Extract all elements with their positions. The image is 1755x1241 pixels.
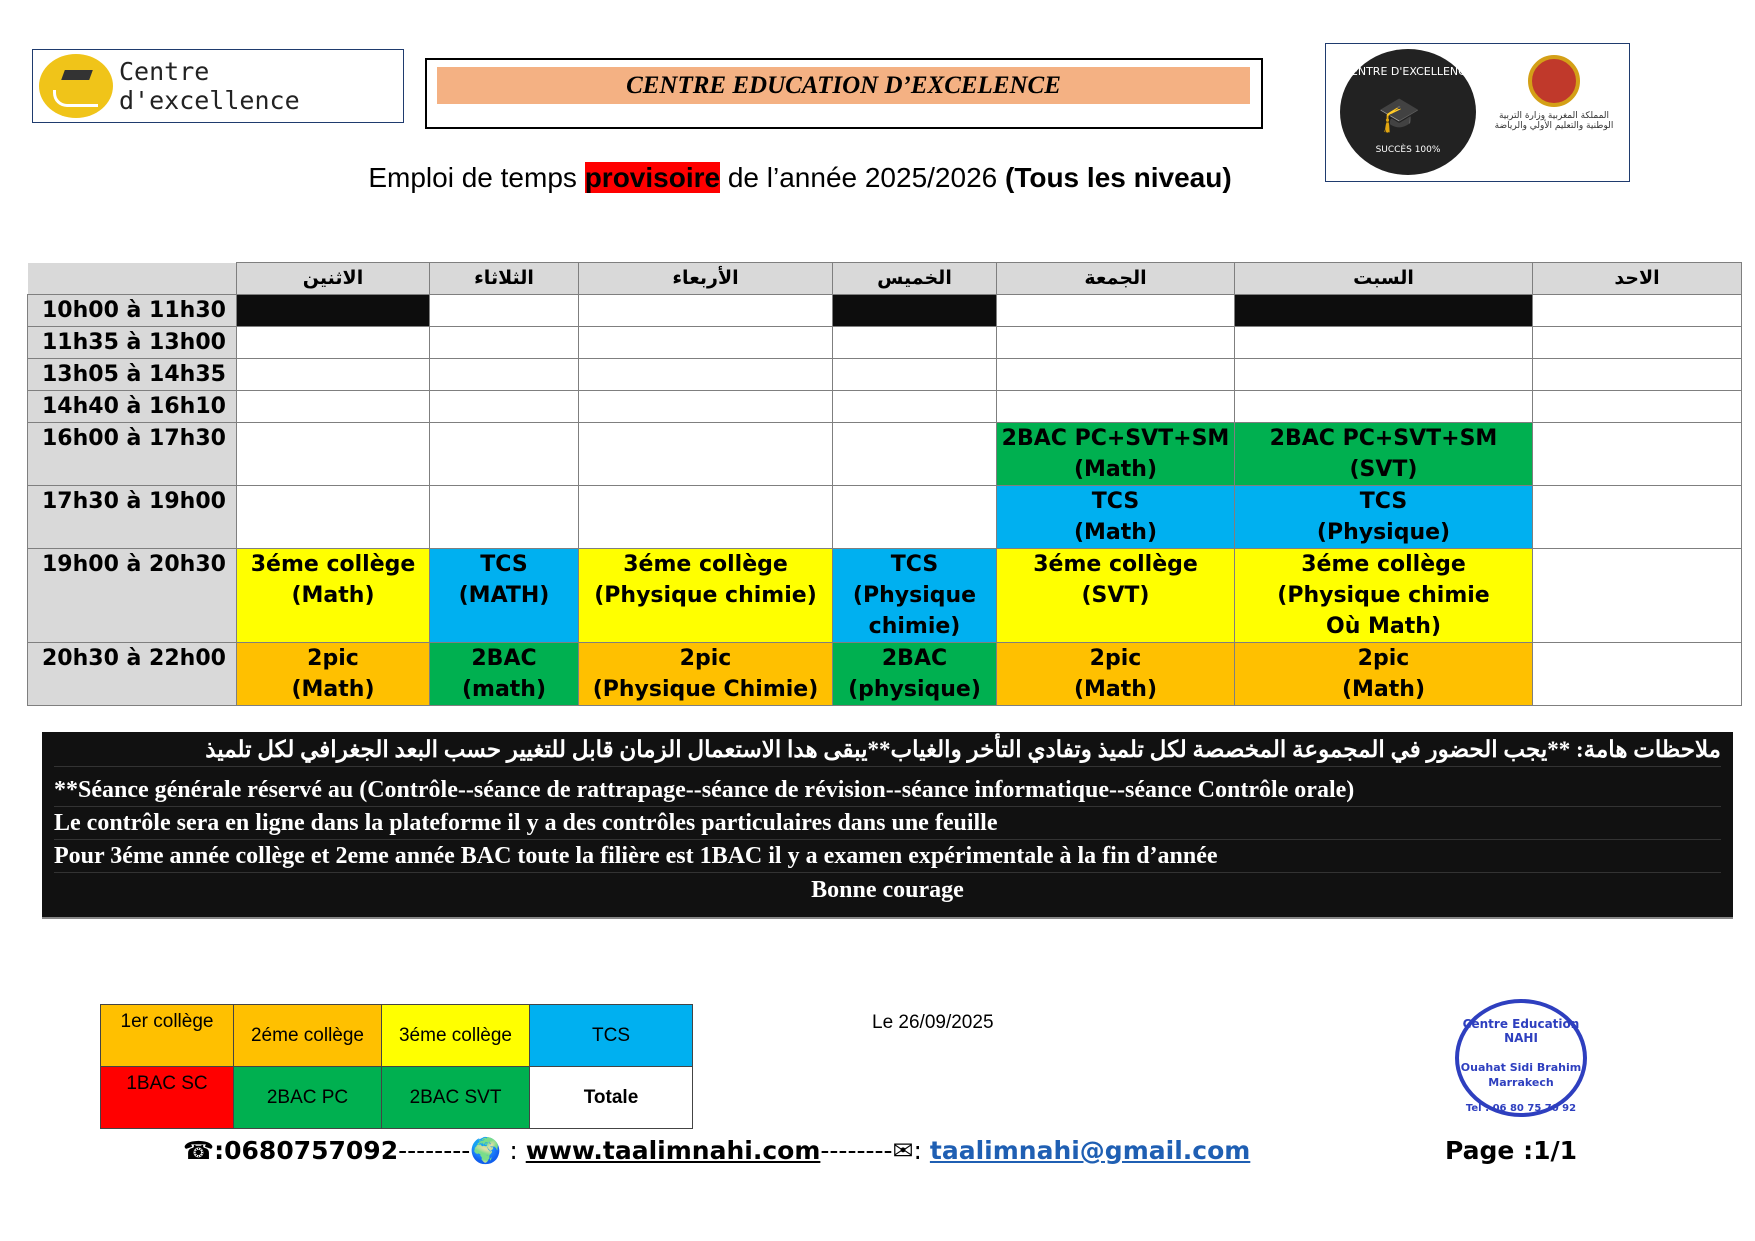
subtitle-scope: (Tous les niveau) xyxy=(1005,162,1232,193)
empty-cell xyxy=(997,327,1235,359)
legend-item: 1er collège xyxy=(101,1005,234,1067)
empty-cell xyxy=(579,359,833,391)
ministry-logo xyxy=(1492,49,1616,164)
email-link[interactable]: taalimnahi@gmail.com xyxy=(929,1136,1251,1165)
contact-footer xyxy=(183,1131,1603,1171)
class-level: 2BAC PC+SVT+SM xyxy=(1269,426,1498,451)
class-cell xyxy=(1235,643,1533,706)
class-level: TCS xyxy=(1359,489,1408,514)
class-level: 2BAC PC+SVT+SM xyxy=(1001,426,1230,451)
empty-cell xyxy=(430,327,579,359)
class-subject: (Math) xyxy=(1073,457,1158,482)
separator: -------- xyxy=(820,1136,893,1165)
time-row xyxy=(28,486,1742,549)
empty-cell xyxy=(579,391,833,423)
empty-cell xyxy=(1533,327,1742,359)
empty-cell xyxy=(997,391,1235,423)
legend-item: 2BAC SVT xyxy=(382,1067,530,1129)
badge-subtitle: SUCCÈS 100% xyxy=(1375,145,1441,155)
time-row xyxy=(28,643,1742,706)
class-subject: (Physique Chimie) xyxy=(592,677,819,702)
phone-number[interactable]: :0680757092 xyxy=(214,1136,399,1165)
day-header: الاحد xyxy=(1533,263,1742,295)
class-cell xyxy=(579,643,833,706)
empty-cell xyxy=(997,295,1235,327)
blocked-cell xyxy=(1235,295,1533,327)
stamp-address: Ouahat Sidi Brahim xyxy=(1460,1061,1582,1074)
class-level: 2BAC xyxy=(471,646,537,671)
note-arabic: ملاحظات هامة: **يجب الحضور في المجموعة المخصصة لكل تلميذ وتفادي التأخر والغياب**يبقى هدا الاستعمال الزمان قابل للتغيير حسب البعد الجغرافي لكل تلميذ xyxy=(54,734,1721,767)
class-subject: (SVT) xyxy=(1349,457,1418,482)
empty-cell xyxy=(1235,327,1533,359)
legend-item: 2BAC PC xyxy=(234,1067,382,1129)
class-subject: (Math) xyxy=(291,677,375,702)
blocked-cell xyxy=(237,295,430,327)
time-row xyxy=(28,423,1742,486)
time-slot: 13h05 à 14h35 xyxy=(28,359,237,391)
class-subject: (Math) xyxy=(1073,520,1158,545)
time-slot: 16h00 à 17h30 xyxy=(28,423,237,486)
class-level: 3éme collège xyxy=(1033,552,1198,577)
empty-cell xyxy=(1533,423,1742,486)
class-cell xyxy=(237,549,430,643)
class-cell xyxy=(1235,486,1533,549)
time-row xyxy=(28,327,1742,359)
note-line: Pour 3éme année collège et 2eme année BAC toute la filière est 1BAC il y a examen expérimentale à la fin d’année xyxy=(54,840,1721,873)
time-row xyxy=(28,391,1742,423)
note-line: **Séance générale réservé au (Contrôle--séance de rattrapage--séance de révision--séance informatique--séance Contrôle orale) xyxy=(54,774,1721,807)
empty-cell xyxy=(430,295,579,327)
legend-item: TCS xyxy=(530,1005,693,1067)
day-header-row xyxy=(28,263,1742,295)
class-subject: (SVT) xyxy=(1081,583,1150,608)
class-level: 3éme collège xyxy=(623,552,788,577)
class-level: 2pic xyxy=(307,646,359,671)
empty-cell xyxy=(833,359,997,391)
empty-cell xyxy=(430,359,579,391)
empty-cell xyxy=(579,486,833,549)
empty-cell xyxy=(237,359,430,391)
timetable xyxy=(27,262,1742,706)
class-level: 2BAC xyxy=(881,646,948,671)
class-level: 2pic xyxy=(679,646,732,671)
empty-cell xyxy=(833,327,997,359)
subtitle-highlight: provisoire xyxy=(584,162,721,193)
empty-cell xyxy=(237,423,430,486)
class-subject-cont: chimie) xyxy=(868,614,961,639)
empty-cell xyxy=(430,423,579,486)
class-subject: (physique) xyxy=(848,677,981,702)
center-stamp xyxy=(1455,999,1587,1117)
globe-icon: 🌍 xyxy=(470,1136,502,1165)
empty-cell xyxy=(237,327,430,359)
empty-cell xyxy=(1533,359,1742,391)
time-row xyxy=(28,359,1742,391)
class-cell xyxy=(430,643,579,706)
class-level: 2pic xyxy=(1357,646,1410,671)
day-header: السبت xyxy=(1235,263,1533,295)
time-slot: 10h00 à 11h30 xyxy=(28,295,237,327)
subtitle-part1: Emploi de temps xyxy=(368,162,585,193)
time-row xyxy=(28,549,1742,643)
page-title: CENTRE EDUCATION D’EXCELENCE xyxy=(437,67,1250,104)
schedule-subtitle xyxy=(300,160,1300,196)
day-header: الأربعاء xyxy=(579,263,833,295)
class-level: 3éme collège xyxy=(1301,552,1466,577)
phone-icon: ☎ xyxy=(183,1136,215,1165)
time-row xyxy=(28,295,1742,327)
note-line: Le contrôle sera en ligne dans la plateforme il y a des contrôles particulaires dans une feuille xyxy=(54,807,1721,840)
class-subject: (MATH) xyxy=(458,583,550,608)
empty-cell xyxy=(579,295,833,327)
centre-logo xyxy=(32,49,404,123)
emblem-icon xyxy=(1528,55,1580,107)
separator: : xyxy=(501,1136,526,1165)
class-subject: (Physique xyxy=(852,583,977,608)
empty-cell xyxy=(1533,549,1742,643)
mail-icon: ✉ xyxy=(892,1136,914,1165)
class-cell xyxy=(997,423,1235,486)
legend-item: Totale xyxy=(530,1067,693,1129)
class-level: 2pic xyxy=(1089,646,1142,671)
ministry-text: المملكة المغربية وزارة التربية الوطنية والتعليم الأولي والرياضة xyxy=(1494,111,1614,131)
class-cell xyxy=(833,643,997,706)
legend-item: 1BAC SC xyxy=(101,1067,234,1129)
class-level: 3éme collège xyxy=(250,552,416,577)
empty-cell xyxy=(833,423,997,486)
class-cell xyxy=(579,549,833,643)
graduate-icon: 🎓 xyxy=(1378,95,1421,135)
class-level: TCS xyxy=(1091,489,1140,514)
empty-cell xyxy=(237,391,430,423)
empty-cell xyxy=(1235,391,1533,423)
notes-panel xyxy=(42,732,1733,919)
class-cell xyxy=(237,643,430,706)
separator: : xyxy=(913,1136,930,1165)
class-cell xyxy=(997,549,1235,643)
logo-text: Centre d'excellence xyxy=(119,57,300,115)
class-subject: (Math) xyxy=(1073,677,1158,702)
class-level: TCS xyxy=(480,552,528,577)
empty-cell xyxy=(579,423,833,486)
empty-cell xyxy=(1533,391,1742,423)
class-cell xyxy=(997,643,1235,706)
separator: -------- xyxy=(398,1136,471,1165)
graduation-hand-icon xyxy=(39,54,113,118)
empty-cell xyxy=(1533,295,1742,327)
class-subject: (Physique) xyxy=(1316,520,1451,545)
subtitle-part2: de l’année 2025/2026 xyxy=(720,162,1005,193)
legend-item: 3éme collège xyxy=(382,1005,530,1067)
empty-cell xyxy=(1533,486,1742,549)
document-date: Le 26/09/2025 xyxy=(872,1012,994,1033)
class-cell xyxy=(997,486,1235,549)
empty-cell xyxy=(430,486,579,549)
empty-cell xyxy=(1235,359,1533,391)
day-header: الثلاثاء xyxy=(430,263,579,295)
class-cell xyxy=(1235,549,1533,643)
day-header: الخميس xyxy=(833,263,997,295)
class-subject: (Math) xyxy=(1341,677,1426,702)
excellence-badge xyxy=(1340,49,1476,175)
class-subject: (Math) xyxy=(291,583,375,608)
stamp-phone: Tel : 06 80 75 70 92 xyxy=(1465,1103,1577,1114)
time-slot: 20h30 à 22h00 xyxy=(28,643,237,706)
corner-cell xyxy=(28,263,237,295)
class-cell xyxy=(833,549,997,643)
empty-cell xyxy=(833,391,997,423)
class-subject: (Physique chimie xyxy=(1277,583,1490,608)
closing-note: Bonne courage xyxy=(811,877,964,903)
website-link[interactable]: www.taalimnahi.com xyxy=(525,1136,821,1165)
empty-cell xyxy=(833,486,997,549)
blocked-cell xyxy=(833,295,997,327)
empty-cell xyxy=(237,486,430,549)
empty-cell xyxy=(579,327,833,359)
empty-cell xyxy=(1533,643,1742,706)
time-slot: 14h40 à 16h10 xyxy=(28,391,237,423)
class-cell xyxy=(430,549,579,643)
class-level: TCS xyxy=(890,552,939,577)
class-subject: (Physique chimie) xyxy=(594,583,817,608)
empty-cell xyxy=(430,391,579,423)
empty-cell xyxy=(997,359,1235,391)
class-cell xyxy=(1235,423,1533,486)
time-slot: 17h30 à 19h00 xyxy=(28,486,237,549)
stamp-city: Marrakech xyxy=(1488,1076,1554,1089)
day-header: الجمعة xyxy=(997,263,1235,295)
color-legend xyxy=(100,1004,693,1129)
stamp-top: Centre Education NAHI xyxy=(1462,1017,1580,1045)
page-number: Page :1/1 xyxy=(1445,1136,1577,1165)
badge-title: CENTRE D'EXCELLENCE xyxy=(1343,65,1473,78)
legend-item: 2éme collège xyxy=(234,1005,382,1067)
class-subject: (math) xyxy=(461,677,547,702)
day-header: الاثنين xyxy=(237,263,430,295)
class-subject-cont: Où Math) xyxy=(1326,614,1441,639)
time-slot: 19h00 à 20h30 xyxy=(28,549,237,643)
time-slot: 11h35 à 13h00 xyxy=(28,327,237,359)
